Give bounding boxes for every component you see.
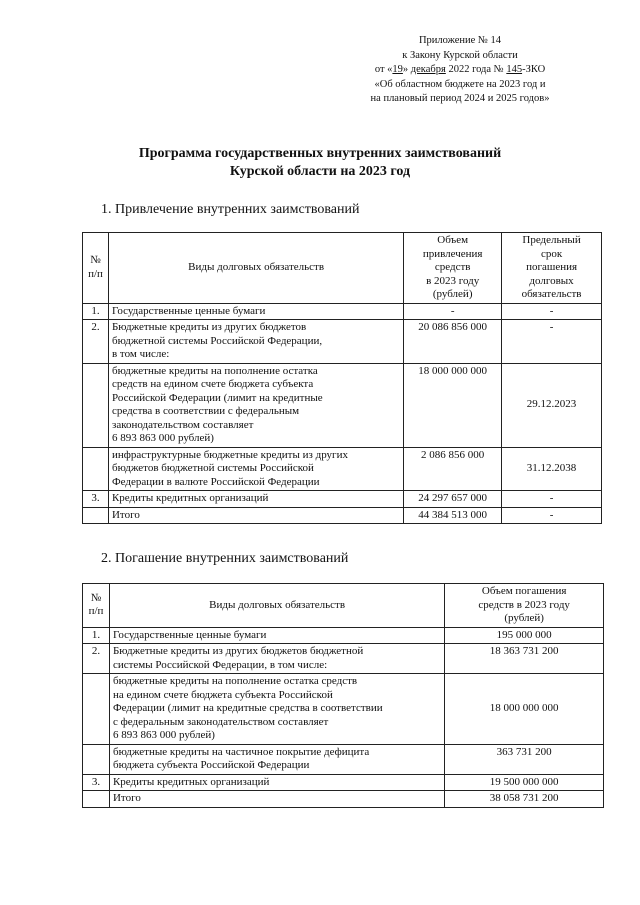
row-type: бюджетные кредиты на частичное покрытие дефицита бюджета субъекта Российской Федерации [109, 744, 444, 774]
row-type: бюджетные кредиты на пополнение остатка средств на едином счете бюджета субъекта Российской Федерации (лимит на кредитные средства в соответствии с федеральным законодательством составляет 6 893 863 000 рублей) [109, 674, 444, 745]
row-amount: 19 500 000 000 [445, 774, 604, 791]
row-amount: 363 731 200 [445, 744, 604, 774]
row-amount: 20 086 856 000 [404, 320, 502, 364]
col-header-term: Предельный срок погашения долговых обязательств [502, 233, 602, 304]
table-row [83, 644, 604, 674]
row-amount: 24 297 657 000 [404, 491, 502, 508]
row-num: 1. [83, 303, 109, 320]
page-title [60, 145, 580, 181]
row-type: Кредиты кредитных организаций [109, 774, 444, 791]
row-num [83, 507, 109, 524]
table-row [83, 303, 602, 320]
row-type: Бюджетные кредиты из других бюджетов бюджетной системы Российской Федерации, в том числе: [109, 644, 444, 674]
borrowing-table [82, 232, 602, 524]
row-amount: 44 384 513 000 [404, 507, 502, 524]
law-reference: к Закону Курской области [402, 49, 518, 61]
row-type: Государственные ценные бумаги [109, 627, 444, 644]
row-num: 3. [83, 491, 109, 508]
row-type: Государственные ценные бумаги [108, 303, 403, 320]
row-type: бюджетные кредиты на пополнение остатка средств на едином счете бюджета субъекта Российской Федерации (лимит на кредитные средства в соответствии с федеральным законодательством составляет 6 893 863 000 рублей) [108, 363, 403, 447]
title-line1: Программа государственных внутренних заимствований [138, 146, 502, 161]
row-term: - [502, 491, 602, 508]
col-header-num: № п/п [83, 584, 110, 628]
row-num [83, 447, 109, 491]
row-amount: 2 086 856 000 [404, 447, 502, 491]
repayment-table [82, 583, 604, 808]
row-amount: 38 058 731 200 [445, 791, 604, 808]
col-header-type: Виды долговых обязательств [109, 584, 444, 628]
row-term: 29.12.2023 [502, 363, 602, 447]
col-header-amount: Объем погашения средств в 2023 году (рублей) [445, 584, 604, 628]
table-header-row [83, 233, 602, 304]
row-term: - [502, 303, 602, 320]
row-type: Итого [108, 507, 403, 524]
row-amount: 18 000 000 000 [445, 674, 604, 745]
law-title-line1: «Об областном бюджете на 2023 год и [374, 78, 546, 90]
row-num [83, 791, 110, 808]
row-term: 31.12.2038 [502, 447, 602, 491]
table-row [83, 674, 604, 745]
table-row [83, 491, 602, 508]
row-type: Кредиты кредитных организаций [108, 491, 403, 508]
section2-heading: 2. Погашение внутренних заимствований [101, 551, 349, 566]
table-row [83, 507, 602, 524]
row-num: 2. [83, 644, 110, 674]
section1-heading: 1. Привлечение внутренних заимствований [101, 202, 360, 217]
appendix-number: Приложение № 14 [418, 35, 502, 46]
row-amount: 195 000 000 [445, 627, 604, 644]
row-num: 3. [83, 774, 110, 791]
appendix-header [340, 34, 580, 107]
row-amount: - [404, 303, 502, 320]
law-title-line2: на плановый период 2024 и 2025 годов» [370, 93, 550, 104]
row-type: Итого [109, 791, 444, 808]
col-header-num: № п/п [83, 233, 109, 304]
row-amount: 18 363 731 200 [445, 644, 604, 674]
row-num [83, 744, 110, 774]
row-num [83, 363, 109, 447]
title-line2: Курской области на 2023 год [229, 164, 411, 179]
table-row [83, 774, 604, 791]
row-num: 2. [83, 320, 109, 364]
table-row [83, 627, 604, 644]
law-date: от «19» декабря 2022 года № 145-ЗКО [374, 64, 546, 75]
table-row [83, 447, 602, 491]
table-row [83, 744, 604, 774]
row-amount: 18 000 000 000 [404, 363, 502, 447]
row-type: Бюджетные кредиты из других бюджетов бюджетной системы Российской Федерации, в том числе: [108, 320, 403, 364]
row-type: инфраструктурные бюджетные кредиты из других бюджетов бюджетной системы Российской Федерации в валюте Российской Федерации [108, 447, 403, 491]
col-header-amount: Объем привлечения средств в 2023 году (рублей) [404, 233, 502, 304]
col-header-type: Виды долговых обязательств [108, 233, 403, 304]
row-num [83, 674, 110, 745]
row-term: - [502, 507, 602, 524]
table-row [83, 363, 602, 447]
table-row [83, 320, 602, 364]
row-num: 1. [83, 627, 110, 644]
table-row [83, 791, 604, 808]
table-header-row [83, 584, 604, 628]
row-term: - [502, 320, 602, 364]
